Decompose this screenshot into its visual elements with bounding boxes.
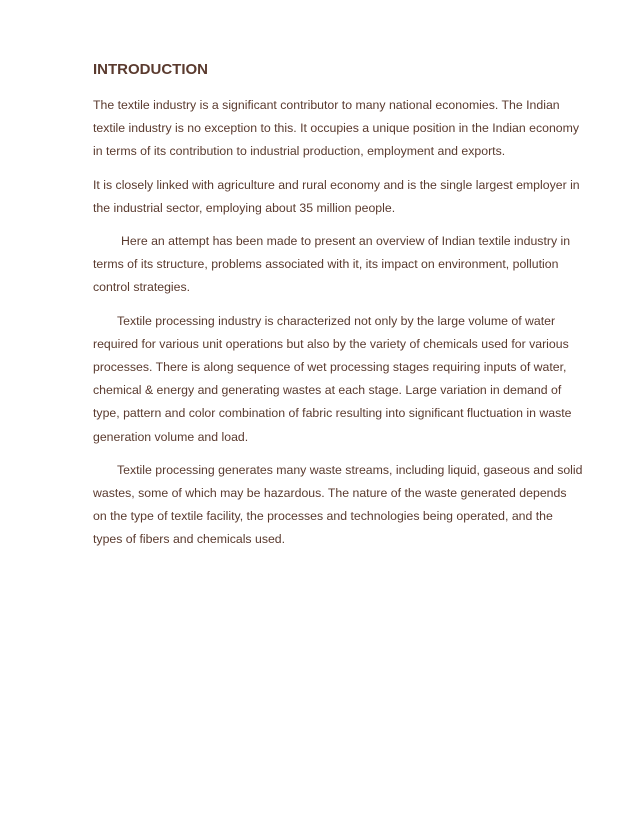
paragraph-4: Textile processing industry is characterized not only by the large volume of water required for various unit operations but also by the variety of chemicals used for various processes. There is along sequence of wet processing stages requiring inputs of water, chemical & energy and generating wastes at each stage. Large variation in demand of type, pattern and color combination of fabric resulting into significant fluctuation in waste generation volume and load. <box>93 313 572 444</box>
paragraph-5: Textile processing generates many waste streams, including liquid, gaseous and solid wastes, some of which may be hazardous. The nature of the waste generated depends on the type of textile facility, the processes and technologies being operated, and the types of fibers and chemicals used. <box>93 462 583 547</box>
document-body <box>93 58 583 562</box>
paragraph-3: Here an attempt has been made to present an overview of Indian textile industry in terms of its structure, problems associated with it, its impact on environment, pollution control strategies. <box>93 234 571 295</box>
section-heading: INTRODUCTION <box>93 61 208 78</box>
paragraph-1: The textile industry is a significant contributor to many national economies. The Indian textile industry is no exception to this. It occupies a unique position in the Indian economy in terms of its contribution to industrial production, employment and exports. <box>93 98 580 159</box>
paragraph-2: It is closely linked with agriculture and rural economy and is the single largest employer in the industrial sector, employing about 35 million people. <box>93 177 580 215</box>
